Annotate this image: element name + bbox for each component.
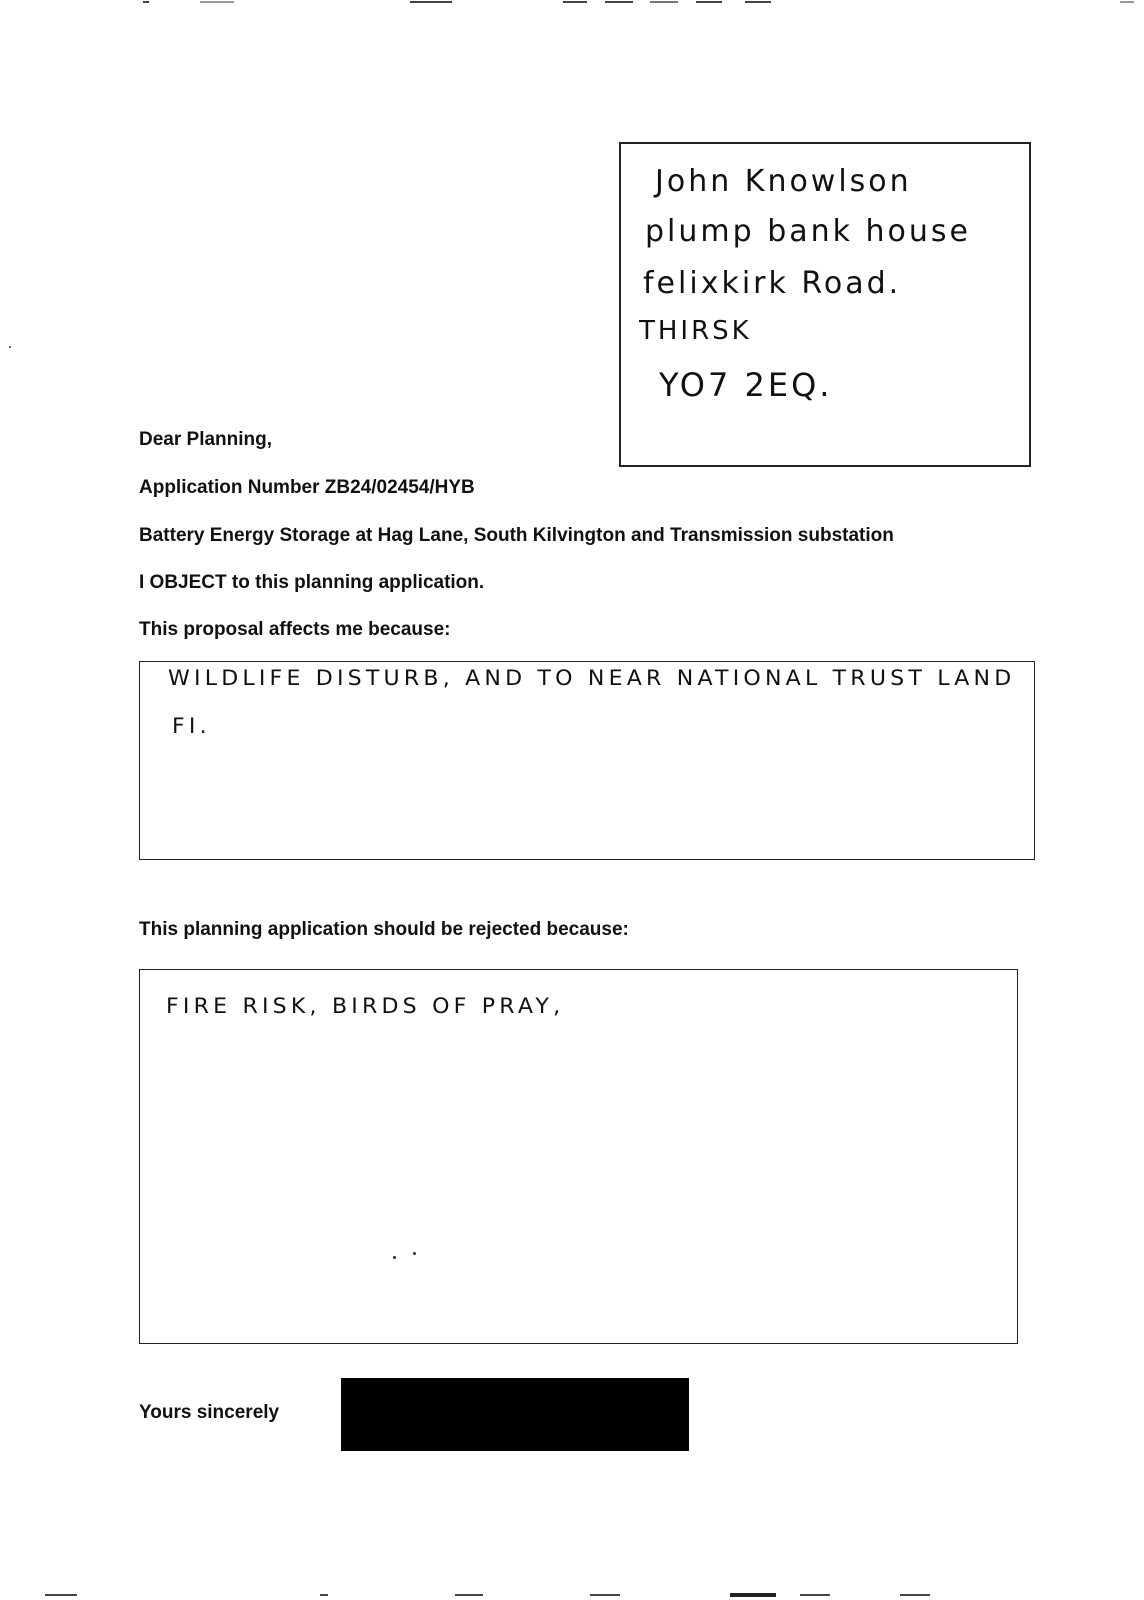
scan-edge-bottom xyxy=(0,1592,1144,1598)
affects-prompt: This proposal affects me because: xyxy=(139,619,451,640)
salutation: Dear Planning, xyxy=(139,429,273,450)
objection-statement: I OBJECT to this planning application. xyxy=(139,572,485,593)
rejected-answer-box xyxy=(139,969,1018,1344)
address-line-name: John Knowlson xyxy=(655,164,912,199)
address-line-house: plump bank house xyxy=(645,214,972,249)
signature-redaction xyxy=(341,1378,689,1451)
address-box xyxy=(619,142,1031,467)
scan-edge-top xyxy=(0,0,1144,6)
address-line-town: THIRSK xyxy=(639,316,752,346)
affects-answer-line-2: FI. xyxy=(172,714,211,738)
rejected-answer-line-1: FIRE RISK, BIRDS OF PRAY, xyxy=(166,994,565,1018)
closing: Yours sincerely xyxy=(139,1402,280,1423)
application-number: Application Number ZB24/02454/HYB xyxy=(139,477,475,498)
stray-ink-dot xyxy=(393,1256,396,1259)
affects-answer-line-1: WILDLIFE DISTURB, AND TO NEAR NATIONAL TRUST LAND xyxy=(168,666,1016,690)
affects-answer-box xyxy=(139,661,1035,860)
application-subject: Battery Energy Storage at Hag Lane, South Kilvington and Transmission substation xyxy=(139,525,894,546)
address-line-road: felixkirk Road. xyxy=(643,266,902,301)
address-line-postcode: YO7 2EQ. xyxy=(659,366,833,404)
stray-ink-dot xyxy=(413,1252,416,1255)
stray-scan-dot xyxy=(9,346,11,348)
rejected-prompt: This planning application should be rejected because: xyxy=(139,919,629,940)
